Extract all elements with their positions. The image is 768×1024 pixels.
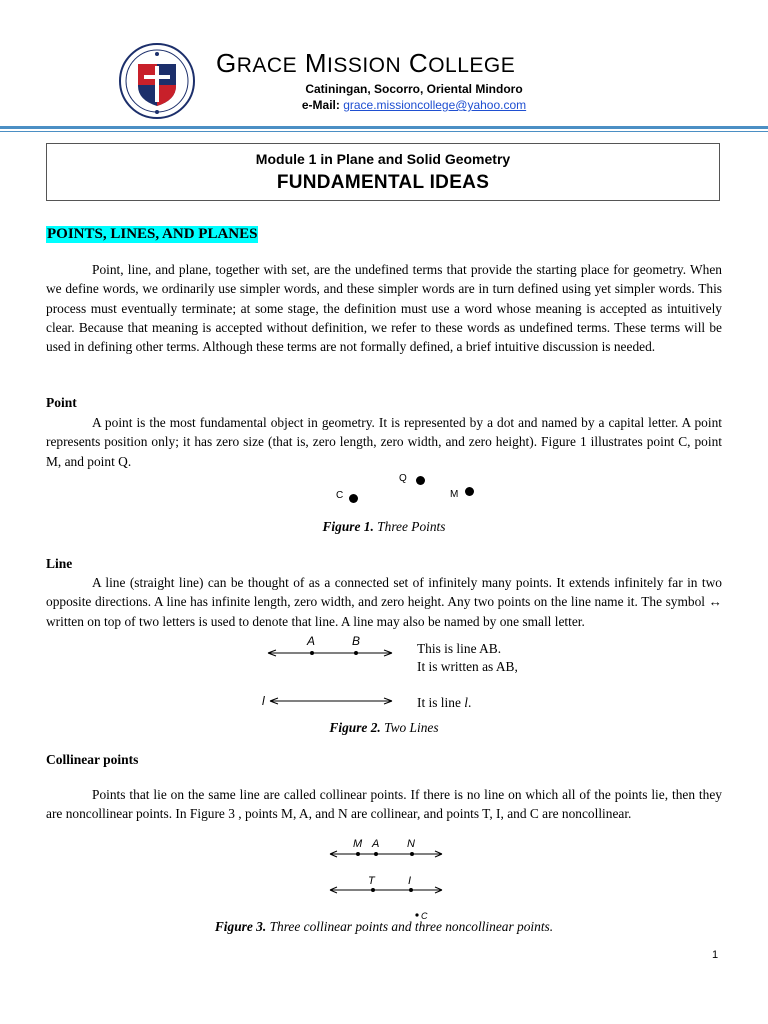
point-m-collinear-label: M xyxy=(353,838,363,850)
module-subtitle: Module 1 in Plane and Solid Geometry xyxy=(255,151,511,167)
header-divider xyxy=(0,126,768,129)
module-title: FUNDAMENTAL IDEAS xyxy=(276,172,490,193)
point-i-dot xyxy=(409,888,413,892)
point-a-dot xyxy=(310,651,314,655)
line-heading: Line xyxy=(46,556,73,571)
page-number: 1 xyxy=(712,949,719,961)
figure-1-caption: Figure 1. Three Points xyxy=(322,519,446,534)
figure-3-diagram xyxy=(326,834,446,920)
point-m-label: M xyxy=(450,489,459,500)
point-q-dot xyxy=(416,476,425,485)
point-n-collinear-label: N xyxy=(407,838,415,850)
college-email xyxy=(0,98,768,112)
line-l-label: l xyxy=(262,694,265,708)
point-heading: Point xyxy=(46,395,77,410)
point-m-collinear-dot xyxy=(356,852,360,856)
point-i-label: I xyxy=(408,875,412,887)
figure-2-caption: Figure 2. Two Lines xyxy=(329,720,439,735)
college-address: Catiningan, Socorro, Oriental Mindoro xyxy=(305,82,523,96)
college-name: GRACE MISSION COLLEGE xyxy=(216,48,516,78)
email-label: e-Mail: xyxy=(301,98,344,112)
point-paragraph: A point is the most fundamental object in geometry. It is represented by a dot and named by a capital letter. A point represents position only; it has zero size (that is, zero length, zero width, and zero height). Figure 1 illustrates point C, point M, and point Q. xyxy=(46,415,722,469)
email-link[interactable]: grace.missioncollege@yahoo.com xyxy=(343,98,527,112)
point-c-noncollinear-dot xyxy=(415,913,418,916)
intro-paragraph: Point, line, and plane, together with set, are the undefined terms that provide the starting place for geometry. When we define words, we ordinarily use simpler words, and these simpler words are in turn defined using yet simpler words. This process must eventually terminate; at some stage, the definition must use a word whose meaning is accepted as intuitively clear. Because that meaning is accepted without definition, we refer to these words as undefined terms. These terms will be used in defining other terms. Although these terms are not formally defined, a brief intuitive discussion is needed. xyxy=(46,262,722,355)
collinear-heading: Collinear points xyxy=(46,752,139,767)
line-ab-note: This is line AB. xyxy=(417,641,502,656)
line-paragraph: A line (straight line) can be thought of as a connected set of infinitely many points. It extends infinitely far in two opposite directions. A line has infinite length, zero width, and zero height. Any two points on the line name it. The symbol ↔ written on top of two letters is used to denote that line. A line may also be named by one small letter. xyxy=(46,575,722,629)
point-c-noncollinear-label: C xyxy=(421,911,428,920)
header-divider-thin xyxy=(0,131,768,132)
point-a-label: A xyxy=(307,634,316,648)
point-a-collinear-dot xyxy=(374,852,378,856)
point-m-dot xyxy=(465,487,474,496)
collinear-paragraph: Points that lie on the same line are called collinear points. If there is no line on which all of the points lie, then they are noncollinear points. In Figure 3 , points M, A, and N are collinear, and points T, I, and C are noncollinear. xyxy=(46,787,722,822)
point-t-dot xyxy=(371,888,375,892)
point-b-dot xyxy=(354,651,358,655)
point-c-label: C xyxy=(336,490,344,501)
figure-2-diagram xyxy=(262,632,398,712)
point-a-collinear-label: A xyxy=(372,838,380,850)
point-q-label: Q xyxy=(399,473,407,484)
point-c-dot xyxy=(349,494,358,503)
point-t-label: T xyxy=(368,875,375,887)
line-l-note: It is line l. xyxy=(417,695,472,710)
point-n-collinear-dot xyxy=(410,852,414,856)
line-ab-notation-note: It is written as AB, xyxy=(417,659,518,674)
figure-3-caption: Figure 3. Three collinear points and three noncollinear points. xyxy=(214,919,554,934)
point-b-label: B xyxy=(352,634,361,648)
section-heading: POINTS, LINES, AND PLANES xyxy=(47,226,258,242)
